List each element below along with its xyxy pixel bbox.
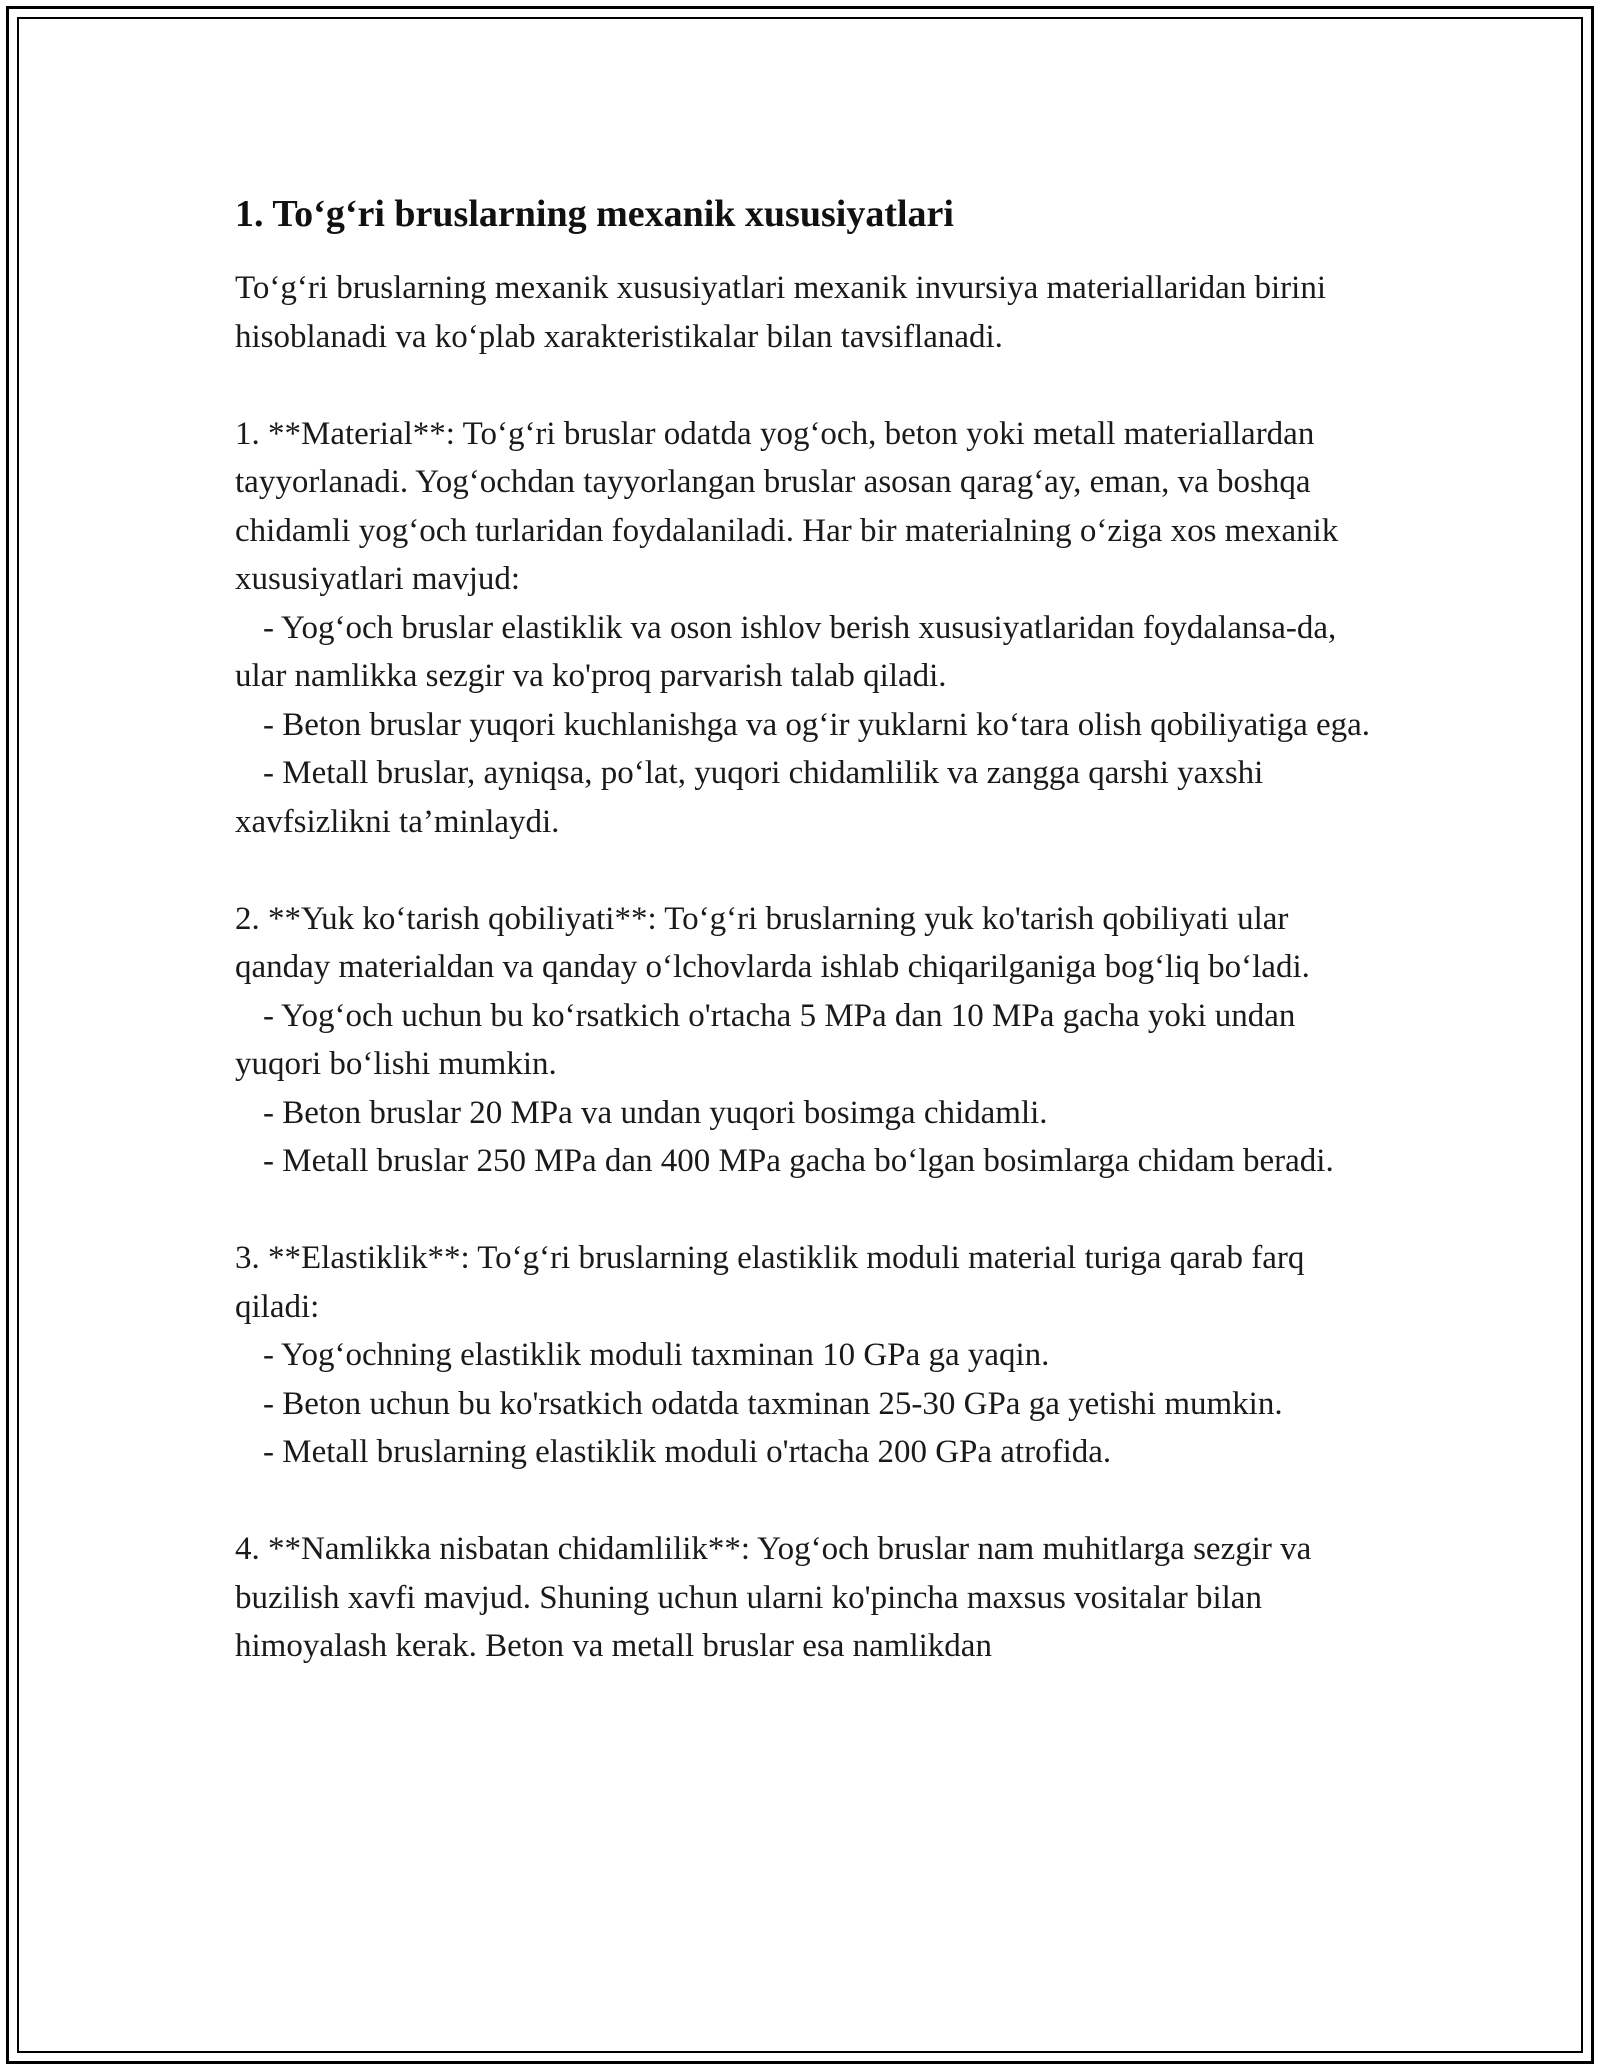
- bullet-item: - Beton bruslar yuqori kuchlanishga va og‘ir yuklarni ko‘tara olish qobiliyatiga ega.: [263, 706, 1371, 743]
- bullet-item: - Beton uchun bu ko'rsatkich odatda taxminan 25-30 GPa ga yetishi mumkin.: [263, 1385, 1283, 1422]
- paragraph-gap: [235, 1477, 1385, 1526]
- paragraph-gap: [235, 846, 1385, 895]
- section-heading: 4. **Namlikka nisbatan chidamlilik**: Yog‘och bruslar nam muhitlarga sezgir va buzilish xavfi mavjud. Shuning uchun ularni ko'pincha maxsus vositalar bilan himoyalash kerak. Beton va metall bruslar esa namlikdan: [235, 1531, 1312, 1664]
- bullet-item: - Yog‘och uchun bu ko‘rsatkich o'rtacha 5 MPa dan 10 MPa gacha yoki undan yuqori bo‘lishi mumkin.: [235, 997, 1296, 1082]
- bullet-item: - Beton bruslar 20 MPa va undan yuqori bosimga chidamli.: [263, 1094, 1048, 1131]
- bullet-item: - Metall bruslarning elastiklik moduli o'rtacha 200 GPa atrofida.: [263, 1434, 1112, 1470]
- paragraph-gap: [235, 361, 1385, 410]
- section-elasticity: [235, 1234, 1385, 1477]
- intro-paragraph: To‘g‘ri bruslarning mexanik xususiyatlari mexanik invursiya materiallaridan birini hisoblanadi va ko‘plab xarakteristikalar bilan tavsiflanadi.: [235, 270, 1326, 355]
- section-heading: 1. **Material**: To‘g‘ri bruslar odatda yog‘och, beton yoki metall materiallardan tayyorlanadi. Yog‘ochdan tayyorlangan bruslar asosan qarag‘ay, eman, va boshqa chidamli yog‘och turlaridan foydalaniladi. Har bir materialning o‘ziga xos mexanik xususiyatlari mavjud:: [235, 415, 1339, 597]
- bullet-item: - Metall bruslar, ayniqsa, po‘lat, yuqori chidamlilik va zangga qarshi yaxshi xavfsizlikni ta’minlaydi.: [235, 755, 1264, 840]
- document-page: [235, 188, 1385, 1671]
- section-heading: 2. **Yuk ko‘tarish qobiliyati**: To‘g‘ri bruslarning yuk ko'tarish qobiliyati ular qanday materialdan va qanday o‘lchovlarda ishlab chiqarilganiga bog‘liq bo‘ladi.: [235, 900, 1310, 985]
- section-moisture-resistance: [235, 1525, 1385, 1671]
- bullet-item: - Yog‘och bruslar elastiklik va oson ishlov berish xususiyatlaridan foydalansa-da, ular namlikka sezgir va ko'proq parvarish talab qiladi.: [235, 609, 1337, 694]
- section-heading: 3. **Elastiklik**: To‘g‘ri bruslarning elastiklik moduli material turiga qarab farq qiladi:: [235, 1240, 1305, 1325]
- section-load-capacity: [235, 895, 1385, 1186]
- bullet-item: - Yog‘ochning elastiklik moduli taxminan 10 GPa ga yaqin.: [263, 1337, 1050, 1373]
- section-material: [235, 410, 1385, 847]
- paragraph-gap: [235, 1186, 1385, 1235]
- document-title: 1. To‘g‘ri bruslarning mexanik xususiyatlari: [235, 193, 954, 235]
- bullet-item: - Metall bruslar 250 MPa dan 400 MPa gacha bo‘lgan bosimlarga chidam beradi.: [263, 1143, 1334, 1179]
